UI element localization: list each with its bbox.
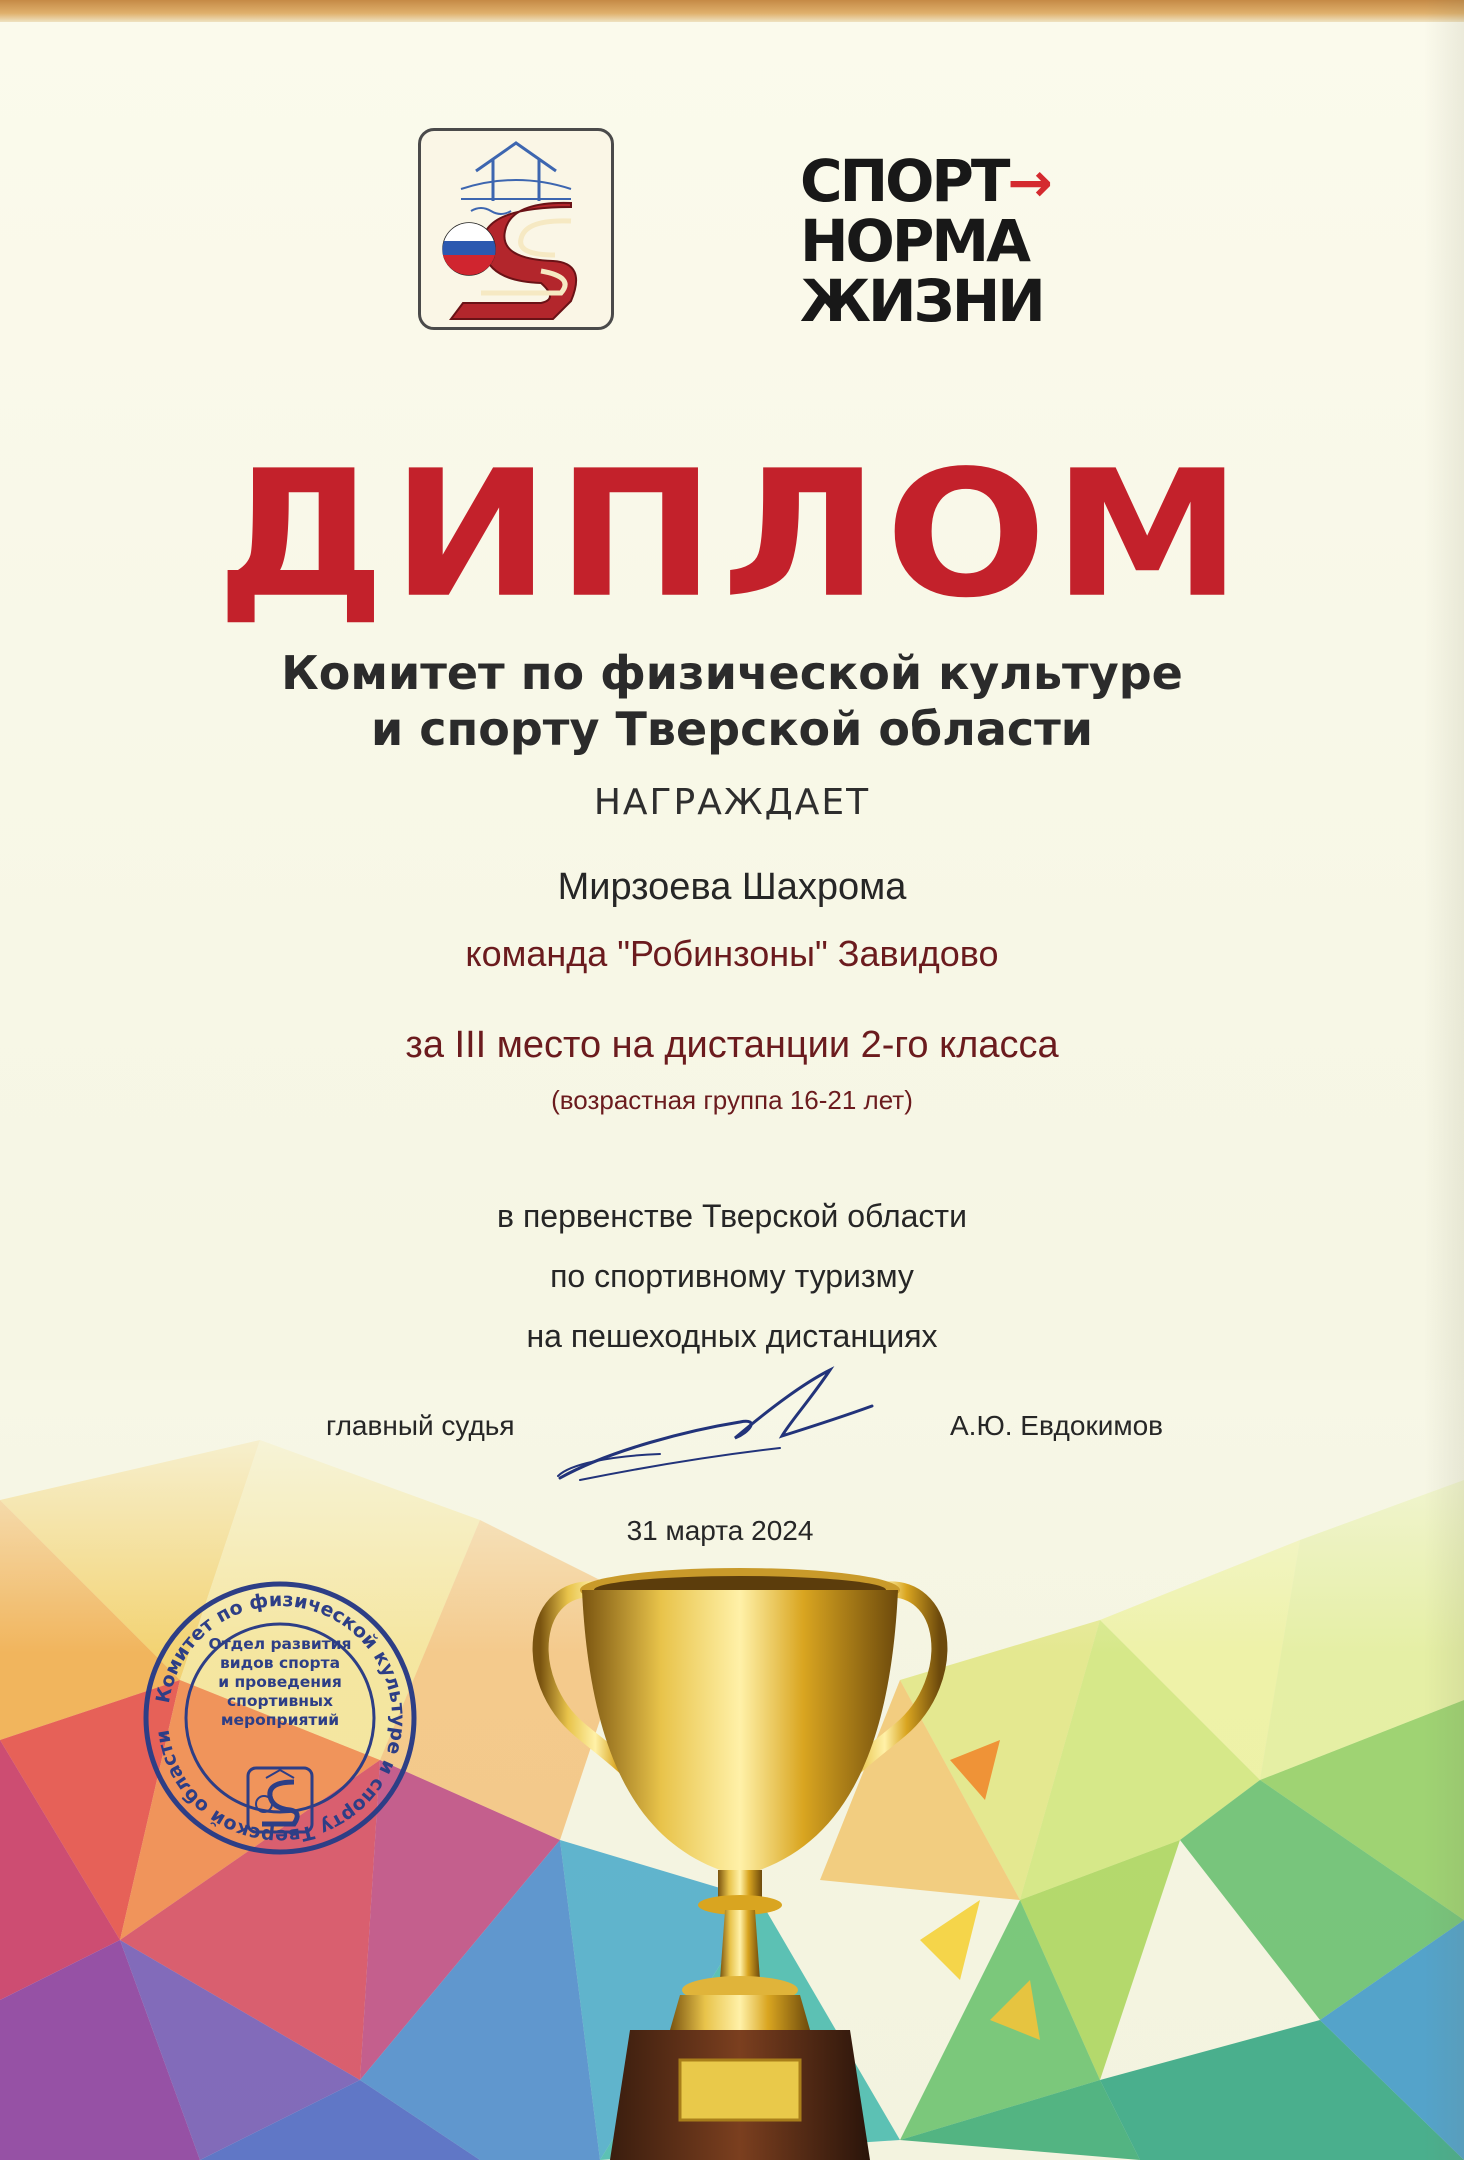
stamp-emblem-icon [248,1768,312,1832]
logo-word-norm: НОРМА [800,207,1028,275]
arrow-right-icon: → [1007,151,1053,214]
stamp-center-text: Отдел развития видов спорта и проведения спортивных мероприятий [208,1635,352,1729]
wood-table-edge [0,0,1464,22]
sport-norm-of-life-logo [800,147,1053,335]
achievement-place: за III место на дистанции 2-го класса [405,1024,1059,1066]
diploma-title: ДИПЛОМ [216,432,1248,637]
recipient-name: Мирзоева Шахрома [557,866,907,908]
achievement-age-group: (возрастная группа 16-21 лет) [551,1085,913,1115]
judge-role: главный судья [326,1410,515,1441]
recipient-team: команда "Робинзоны" Завидово [465,933,999,974]
stamp-ring-text: Комитет по физической культуре и спорту Тверской области [151,1588,410,1848]
issue-date: 31 марта 2024 [626,1515,814,1546]
tver-sport-emblem-icon [418,128,614,330]
gold-trophy-icon [520,1560,960,2160]
committee-line-1: Комитет по физической культуре [281,646,1183,700]
judge-name: А.Ю. Евдокимов [950,1410,1164,1441]
judge-signature [550,1360,880,1490]
event-line-2: по спортивному туризму [550,1258,914,1294]
event-line-3: на пешеходных дистанциях [526,1318,938,1354]
committee-line-2: и спорту Тверской области [370,702,1094,756]
event-line-1: в первенстве Тверской области [497,1198,967,1234]
logo-word-life: ЖИЗНИ [800,267,1043,335]
page-edge-shadow [1424,0,1464,2160]
logo-word-sport: СПОРТ [800,147,1008,215]
awards-label: НАГРАЖДАЕТ [593,782,871,823]
